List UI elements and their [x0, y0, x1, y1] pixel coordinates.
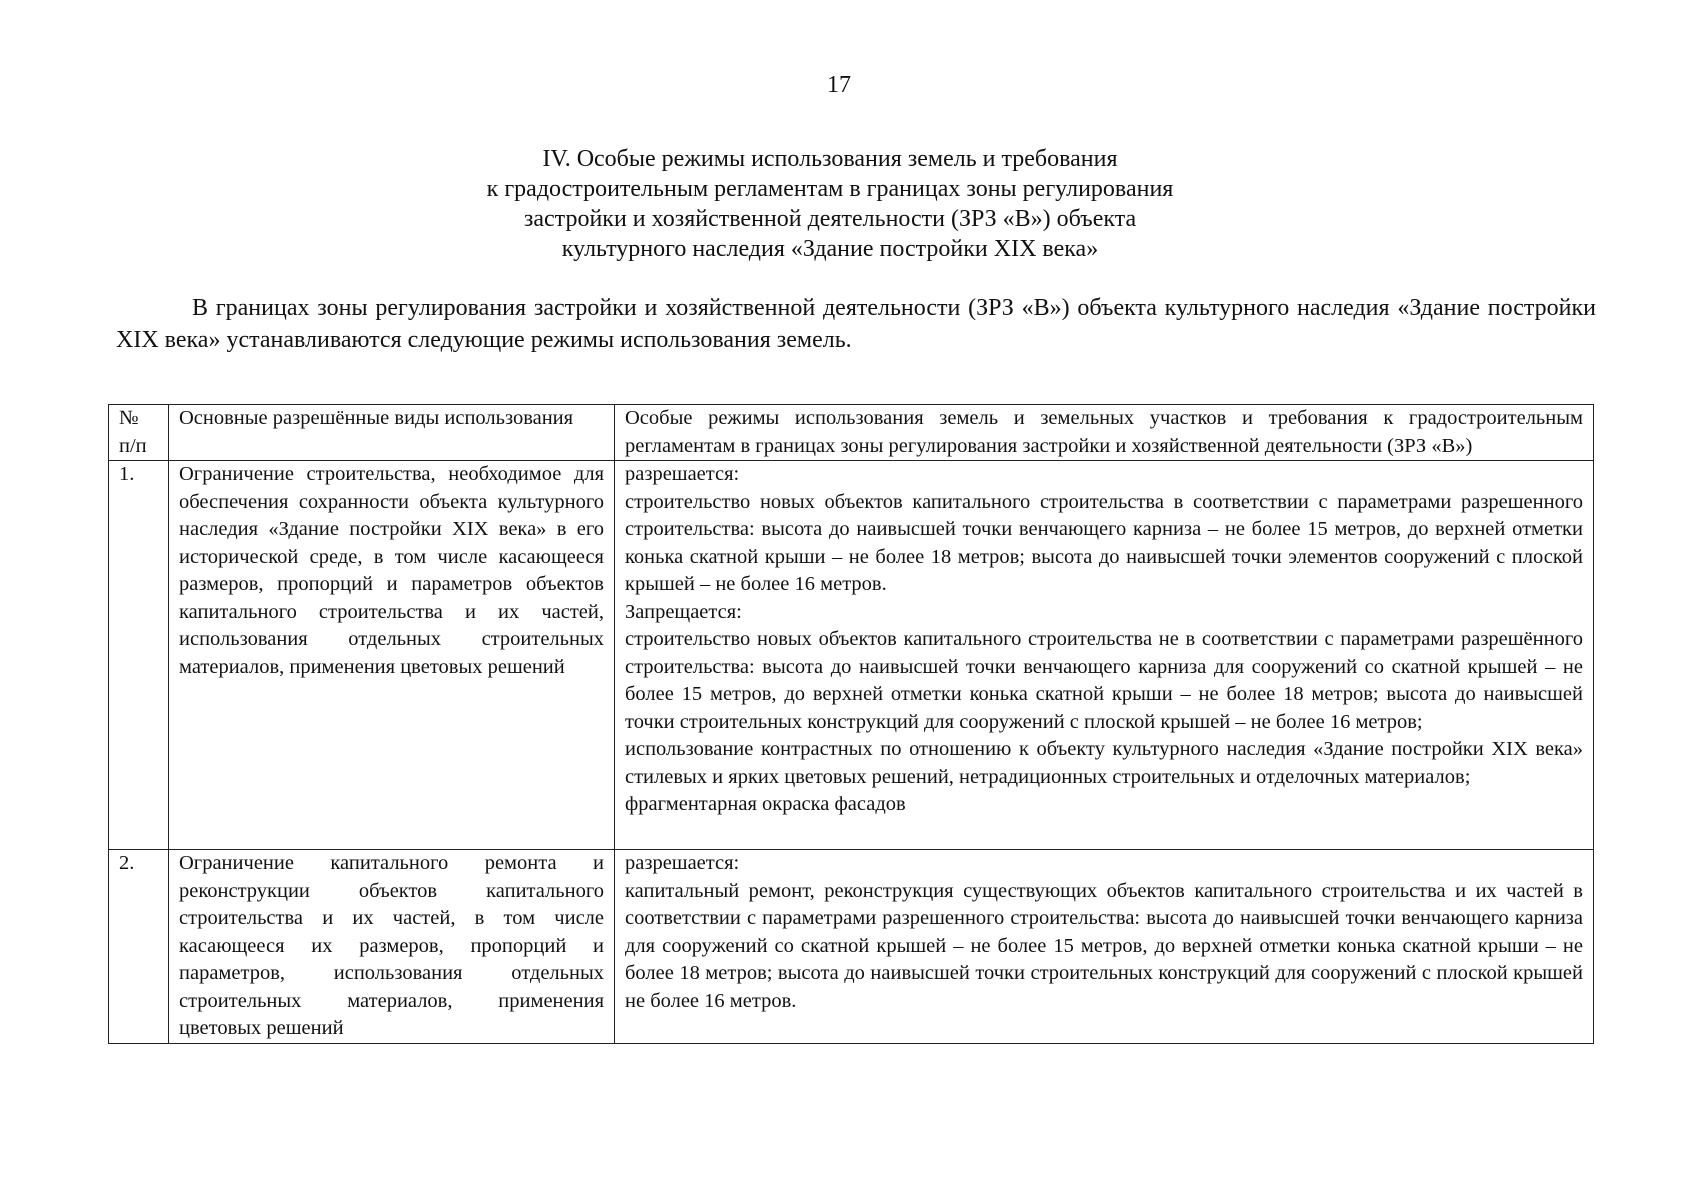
title-line-2: к градостроительным регламентам в границах зоны регулирования [486, 176, 1174, 202]
row-1-paragraph-3: Запрещается: [625, 600, 742, 623]
row-2-paragraph-1: разрешается: [625, 852, 740, 874]
page-number: 17 [827, 72, 851, 98]
regulations-table [108, 404, 1594, 1044]
row-1-use: Ограничение строительства, необходимое для обеспечения сохранности объекта культурного наследия «Здание постройки XIX века» в его исторической среде, в том числе касающееся размеров, пропорций и параметров объектов капитального строительства и их частей, использования отдельных строительных материалов, применения цветовых решений [169, 461, 615, 850]
title-line-3: застройки и хозяйственной деятельности (ЗРЗ «В») объекта [523, 206, 1137, 232]
header-regimes-text: Особые режимы использования земель и земельных участков и требования к градостроительным регламентам в границах зоны регулирования застройки и хозяйственной деятельности (ЗРЗ «В») [625, 407, 1583, 457]
header-uses [169, 405, 615, 461]
header-uses-text: Основные разрешённые виды использования [179, 407, 574, 429]
row-1-number: 1. [109, 461, 169, 850]
row-1-paragraph-2: строительство новых объектов капитального строительства в соответствии с параметрами разрешенного строительства: высота до наивысшей точки венчающего карниза – не более 15 метров, до верхней отметки конька скатной крыши – не более 18 метров; высота до наивысшей точки элементов сооружений с плоской крышей – не более 16 метров. [625, 490, 1583, 595]
header-regimes [615, 405, 1594, 461]
row-1-paragraph-6: фрагментарная окраска фасадов [625, 793, 906, 815]
row-2-number: 2. [109, 850, 169, 1044]
row-2-use: Ограничение капитального ремонта и реконструкции объектов капитального строительства и их частей, в том числе касающееся их размеров, пропорций и параметров, использования отдельных строительных материалов, применения цветовых решений [169, 850, 615, 1044]
table-row [109, 461, 1594, 850]
header-number [109, 405, 169, 461]
row-1-paragraph-4: строительство новых объектов капитального строительства не в соответствии с параметрами разрешённого строительства: высота до наивысшей точки венчающего карниза для сооружений со скатной крышей – не более 15 метров, до верхней отметки конька скатной крыши – не более 18 метров; высота до наивысшей точки строительных конструкций для сооружений с плоской крышей – не более 16 метров; [625, 628, 1583, 733]
row-1-paragraph-1: разрешается: [625, 463, 740, 485]
row-1-paragraph-5: использование контрастных по отношению к объекту культурного наследия «Здание постройки XIX века» стилевых и ярких цветовых решений, нетрадиционных строительных и отделочных материалов; [625, 738, 1583, 788]
intro-text: В границах зоны регулирования застройки и хозяйственной деятельности (ЗРЗ «В») объекта культурного наследия «Здание постройки XIX века» устанавливаются следующие режимы использования земель. [116, 295, 1596, 353]
table-header-row [109, 405, 1594, 461]
section-title [280, 144, 1380, 264]
title-line-4: культурного наследия «Здание постройки XIX века» [561, 236, 1099, 262]
row-2-regimes [615, 850, 1594, 1044]
row-2-paragraph-2: капитальный ремонт, реконструкция существующих объектов капитального строительства и их частей в соответствии с параметрами разрешенного строительства: высота до наивысшей точки венчающего карниза для сооружений со скатной крышей – не более 15 метров, до верхней отметки конька скатной крыши – не более 18 метров; высота до наивысшей точки строительных конструкций для сооружений с плоской крышей не более 16 метров. [625, 879, 1583, 1012]
header-number-text: № п/п [119, 407, 147, 457]
title-line-1: IV. Особые режимы использования земель и требования [542, 146, 1118, 172]
row-1-regimes [615, 461, 1594, 850]
intro-paragraph [116, 292, 1596, 356]
table-row [109, 850, 1594, 1044]
